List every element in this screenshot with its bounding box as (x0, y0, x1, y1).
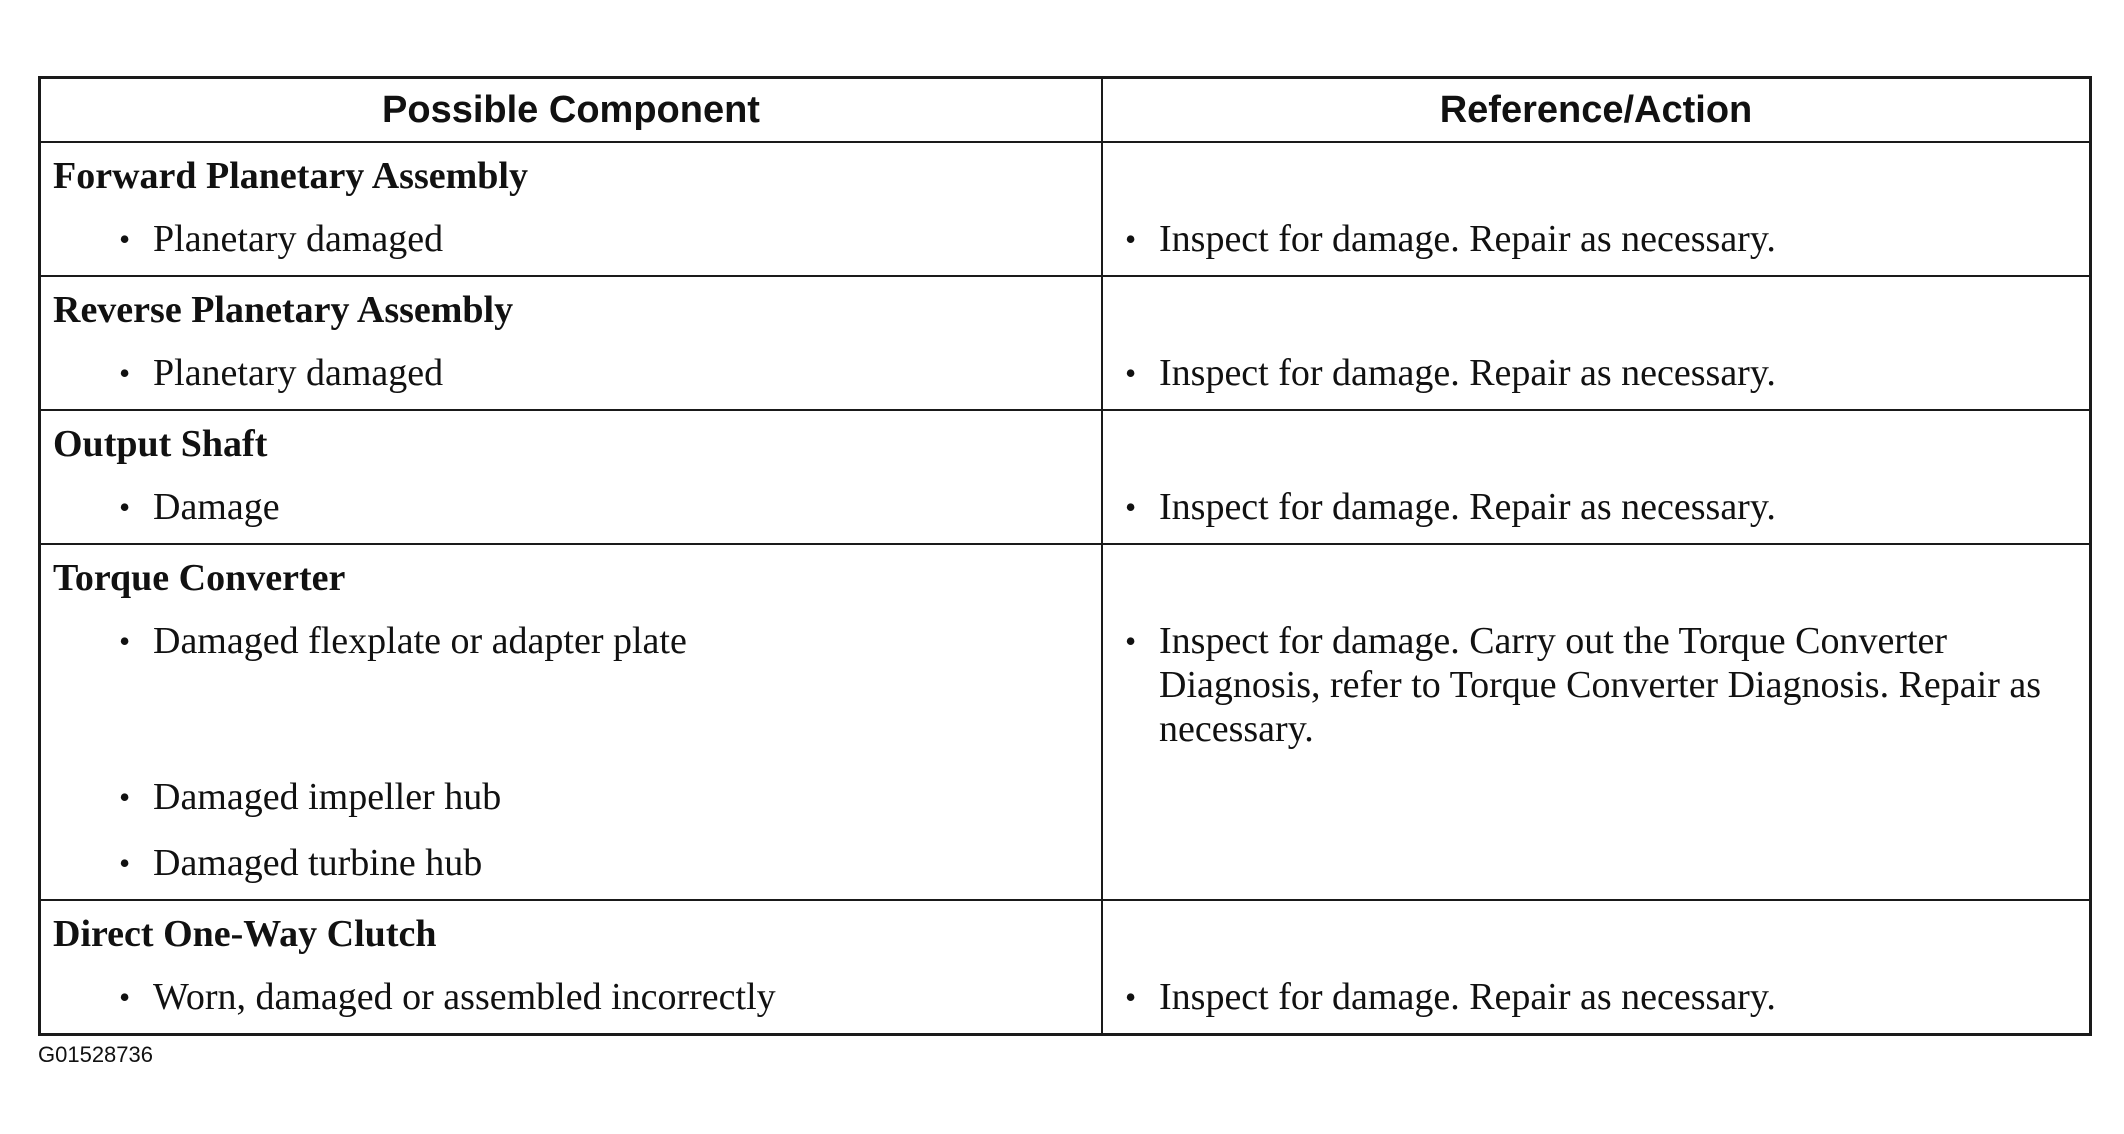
action-text: Inspect for damage. Carry out the Torque Converter Diagnosis, refer to Torque Converter Diagnosis. Repair as necessary. (1159, 620, 2042, 750)
action-text: Inspect for damage. Repair as necessary. (1159, 486, 1776, 528)
component-item-text: Damaged turbine hub (153, 842, 483, 884)
bullet-icon: • (119, 779, 131, 815)
bullet-icon: • (1125, 355, 1137, 391)
component-cell (41, 277, 1103, 409)
action-item (1103, 477, 2089, 529)
component-item-text: Damaged flexplate or adapter plate (153, 620, 687, 662)
component-item (41, 767, 1101, 833)
component-group-title: Forward Planetary Assembly (53, 155, 528, 197)
component-item-text: Worn, damaged or assembled incorrectly (153, 976, 776, 1018)
bullet-icon: • (119, 845, 131, 881)
action-cell (1103, 901, 2089, 1033)
component-group-title: Torque Converter (53, 557, 346, 599)
column-header-component: Possible Component (41, 79, 1103, 141)
action-cell (1103, 545, 2089, 899)
action-item (1103, 343, 2089, 395)
component-item (41, 833, 1101, 899)
bullet-icon: • (1125, 979, 1137, 1015)
component-item (41, 967, 1101, 1033)
bullet-icon: • (119, 623, 131, 659)
action-text: Inspect for damage. Repair as necessary. (1159, 352, 1776, 394)
component-item-text: Damage (153, 486, 280, 528)
action-cell (1103, 411, 2089, 543)
component-item-text: Planetary damaged (153, 352, 444, 394)
component-cell (41, 143, 1103, 275)
bullet-icon: • (1125, 489, 1137, 525)
component-item-text: Damaged impeller hub (153, 776, 502, 818)
action-item (1103, 967, 2089, 1019)
figure-id-caption: G01528736 (38, 1042, 153, 1067)
action-text: Inspect for damage. Repair as necessary. (1159, 218, 1776, 260)
component-item-text: Planetary damaged (153, 218, 444, 260)
action-item (1103, 209, 2089, 261)
action-item (1103, 611, 2089, 751)
component-table (38, 76, 2092, 1036)
action-cell (1103, 143, 2089, 275)
bullet-icon: • (119, 221, 131, 257)
bullet-icon: • (119, 355, 131, 391)
component-group-title: Output Shaft (53, 423, 268, 465)
table-row (41, 899, 2089, 1033)
bullet-icon: • (119, 489, 131, 525)
component-group-title: Reverse Planetary Assembly (53, 289, 514, 331)
bullet-icon: • (119, 979, 131, 1015)
component-item (41, 477, 1101, 543)
component-item (41, 611, 1101, 767)
bullet-icon: • (1125, 221, 1137, 257)
component-item (41, 209, 1101, 275)
component-group-title: Direct One-Way Clutch (53, 913, 437, 955)
component-cell (41, 411, 1103, 543)
action-text: Inspect for damage. Repair as necessary. (1159, 976, 1776, 1018)
table-row (41, 409, 2089, 543)
bullet-icon: • (1125, 623, 1137, 659)
table-row (41, 141, 2089, 275)
table-row (41, 275, 2089, 409)
table-row (41, 543, 2089, 899)
component-cell (41, 545, 1103, 899)
column-header-action: Reference/Action (1439, 88, 1753, 131)
component-cell (41, 901, 1103, 1033)
component-item (41, 343, 1101, 409)
table-header-row (41, 79, 2089, 141)
action-cell (1103, 277, 2089, 409)
